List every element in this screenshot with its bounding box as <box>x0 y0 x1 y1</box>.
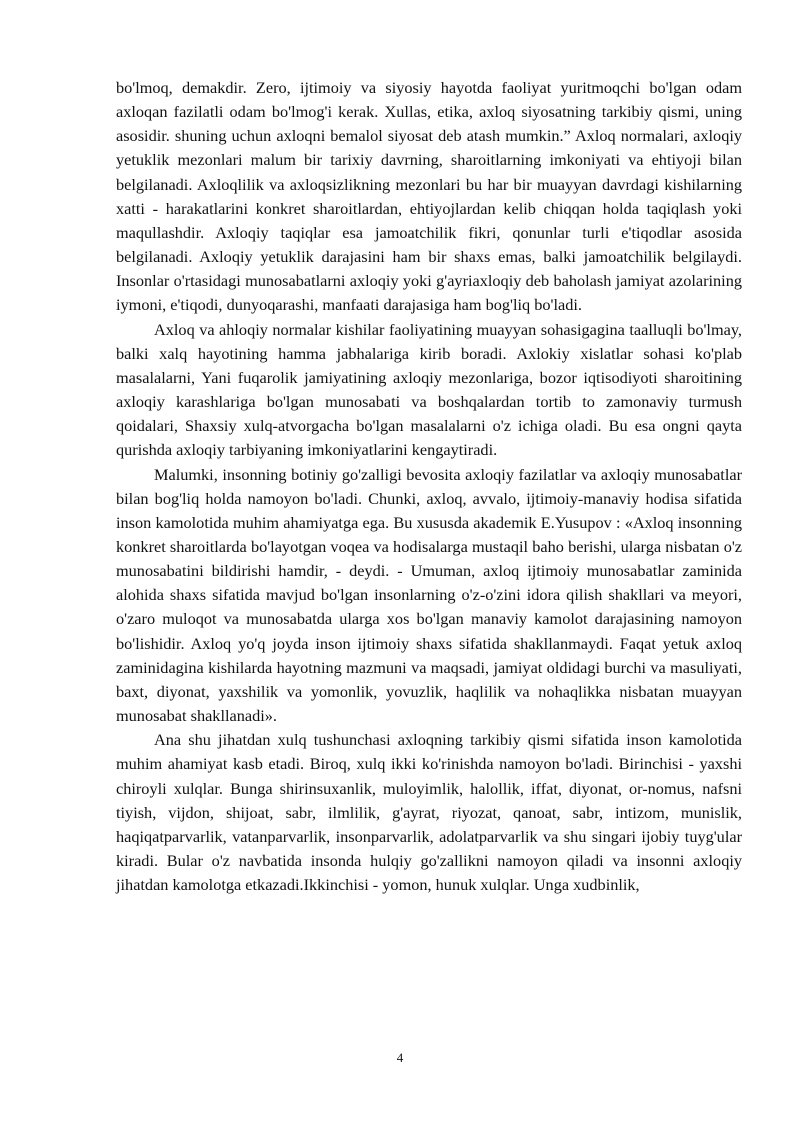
page-number: 4 <box>396 1050 404 1065</box>
paragraph-2: Axloq va ahloqiy normalar kishilar faoliyatining muayyan sohasigagina taalluqli bo'lmay, balki xalq hayotining hamma jabhalariga kirib boradi. Axlokiy xislatlar sohasi ko'plab masalalarni, Yani fuqarolik jamiyatining axloqiy mezonlariga, bozor iqtisodiyoti sharoitining axloqiy karashlariga bo'lgan munosabati va boshqalardan tortib to zamonaviy turmush qoidalari, Shaxsiy xulq-atvorgacha bo'lgan masalalarni o'z ichiga oladi. Bu esa ongni qayta qurishda axloqiy tarbiyaning imkoniyatlarini kengaytiradi. <box>116 319 742 460</box>
paragraph-4: Ana shu jihatdan xulq tushunchasi axloqning tarkibiy qismi sifatida inson kamolotida muhim ahamiyat kasb etadi. Biroq, xulq ikki ko'rinishda namoyon bo'ladi. Birinchisi - yaxshi chiroyli xulqlar. Bunga shirinsuxanlik, muloyimlik, halollik, iffat, diyonat, or-nomus, nafsni tiyish, vijdon, shijoat, sabr, ilmlilik, g'ayrat, riyozat, qanoat, sabr, intizom, munislik, haqiqatparvarlik, vatanparvarlik, insonparvarlik, adolatparvarlik va shu singari ijobiy tuyg'ular kiradi. Bular o'z navbatida insonda hulqiy go'zallikni namoyon qiladi va insonni axloqiy jihatdan kamolotga etkazadi.Ikkinchisi - yomon, hunuk xulqlar. Unga xudbinlik, <box>116 730 742 895</box>
paragraph-1: bo'lmoq, demakdir. Zero, ijtimoiy va siyosiy hayotda faoliyat yuritmoqchi bo'lgan odam axloqan fazilatli odam bo'lmog'i kerak. Xullas, etika, axloq siyosatning tarkibiy qismi, uning asosidir. shuning uchun axloqni bemalol siyosat deb atash mumkin.” Axloq normalari, axloqiy yetuklik mezonlari malum bir tarixiy davrning, sharoitlarning imkoniyati va ehtiyoji bilan belgilanadi. Axloqlilik va axloqsizlikning mezonlari bu har bir muayyan davrdagi kishilarning xatti - harakatlarini konkret sharoitlardan, ehtiyojlardan kelib chiqqan holda taqiqlash yoki maqullashdir. Axloqiy taqiqlar esa jamoatchilik fikri, qonunlar turli e'tiqodlar asosida belgilanadi. Axloqiy yetuklik darajasini ham bir shaxs emas, balki jamoatchilik belgilaydi. Insonlar o'rtasidagi munosabatlarni axloqiy yoki g'ayriaxloqiy deb baholash jamiyat azolarining iymoni, e'tiqodi, dunyoqarashi, manfaati darajasiga ham bog'liq bo'ladi. <box>116 78 742 315</box>
paragraph-3: Malumki, insonning botiniy go'zalligi bevosita axloqiy fazilatlar va axloqiy munosabatlar bilan bog'liq holda namoyon bo'ladi. Chunki, axloq, avvalo, ijtimoiy-manaviy hodisa sifatida inson kamolotida muhim ahamiyatga ega. Bu xususda akademik E.Yusupov : «Axloq insonning konkret sharoitlarda bo'layotgan voqea va hodisalarga mustaqil baho berishi, ularga nisbatan o'z munosabatini bildirishi hamdir, - deydi. - Umuman, axloq ijtimoiy munosabatlar zaminida alohida shaxs sifatida mavjud bo'lgan insonlarning o'z-o'zini idora qilish shakllari va meyori, o'zaro muloqot va munosabatda ularga xos bo'lgan manaviy kamolot darajasining namoyon bo'lishidir. Axloq yo'q joyda inson ijtimoiy shaxs sifatida shakllanmaydi. Faqat yetuk axloq zaminidagina kishilarda hayotning mazmuni va maqsadi, jamiyat oldidagi burchi va masuliyati, baxt, diyonat, yaxshilik va yomonlik, yovuzlik, haqlilik va nohaqlikka nisbatan muayyan munosabat shakllanadi». <box>116 464 742 726</box>
document-body <box>116 76 742 897</box>
